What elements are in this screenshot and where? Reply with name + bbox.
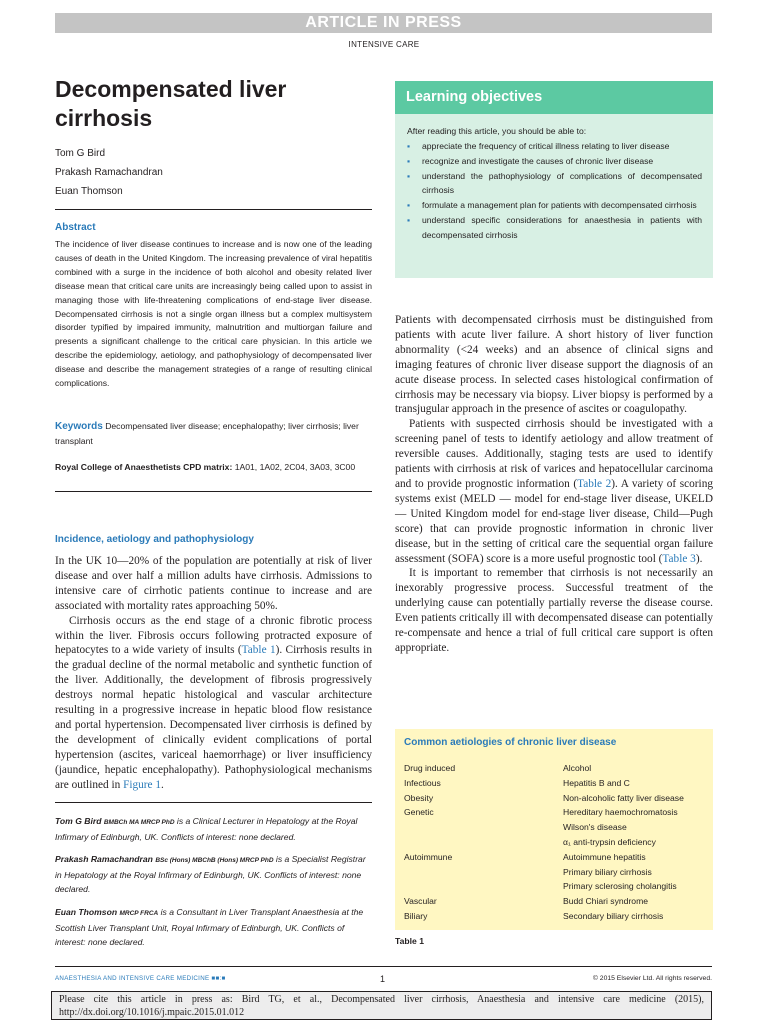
table-cell: [404, 865, 563, 880]
table-1-link[interactable]: Table 1: [241, 644, 276, 657]
table-row: [404, 835, 704, 850]
table-row: [404, 909, 704, 924]
footer-journal: ANAESTHESIA AND INTENSIVE CARE MEDICINE ■■:■: [55, 975, 226, 982]
table-cell: [404, 879, 563, 894]
table-row: [404, 894, 704, 909]
paragraph-text: ).: [695, 552, 703, 565]
table-cell: Alcohol: [563, 763, 592, 773]
paragraph: It is important to remember that cirrhosis is not necessarily an inexorably progressive process. Successful treatment of the underlying cause can potentially partially reverse the disease course. Even patients critically ill with decompensated disease can potentially re-compensate and hence a trial of full critical care support is often appropriate.: [395, 567, 713, 654]
table-cell: Biliary: [404, 910, 428, 921]
objective-text: understand specific considerations for anaesthesia in patients with decompensated cirrhosis: [422, 214, 702, 240]
paragraph-text: ). A variety of scoring systems exist (MELD — model for end-stage liver disease, UKELD — United Kingdom model for end-stage liver disease, Child—Pugh score) that can provide prognostic information in chronic liver disease, but in the setting of critical care the sequential organ failure assessment (SOFA) score is a more useful prognostic tool (: [395, 477, 713, 565]
table-cell: [404, 820, 563, 835]
paragraph: [395, 417, 713, 566]
bio-text: is a Consultant in Liver Transplant Anaesthesia at the Scottish Liver Transplant Unit, Royal Infirmary of Edinburgh, UK. Conflicts of interest: none declared.: [55, 907, 364, 948]
list-item: [407, 213, 702, 243]
list-item: [407, 154, 702, 169]
table-cell: Autoimmune hepatitis: [563, 851, 646, 862]
paragraph: In the UK 10—20% of the population are potentially at risk of liver disease and over half a million adults have cirrhosis. Admissions to intensive care of cirrhotic patients continue to increase and are associated with mortality rates approaching 50%.: [55, 555, 372, 612]
table-cell: Wilson's disease: [563, 822, 627, 833]
list-item: [407, 169, 702, 199]
footer-rule: [55, 966, 712, 967]
table-cell: Genetic: [404, 807, 434, 818]
table-row: [404, 761, 704, 776]
table-cell: Hereditary haemochromatosis: [563, 807, 678, 818]
right-column-body: [395, 313, 713, 656]
table-cell: Non-alcoholic fatty liver disease: [563, 792, 684, 803]
table-cell: Budd Chiari syndrome: [563, 896, 649, 907]
square-bullet-icon: ▪: [407, 170, 411, 181]
section-body: [55, 554, 372, 793]
square-bullet-icon: ▪: [407, 141, 411, 151]
table-cell: Infectious: [404, 777, 441, 788]
table-cell: Primary biliary cirrhosis: [563, 866, 652, 877]
table-cell: [404, 835, 563, 850]
cpd-matrix: [55, 460, 372, 474]
article-in-press-banner: ARTICLE IN PRESS: [55, 13, 712, 33]
bio-credentials: MRCP FRCA: [119, 910, 159, 917]
table-cell: Obesity: [404, 792, 434, 803]
bio-text: is a Clinical Lecturer in Hepatology at the Royal Infirmary of Edinburgh, UK. Conflicts of interest: none declared.: [55, 816, 358, 843]
paragraph-text: .: [161, 778, 164, 791]
objective-text: understand the pathophysiology of complications of decompensated cirrhosis: [422, 170, 702, 196]
title-line-2: cirrhosis: [55, 105, 153, 131]
table-3-link[interactable]: Table 3: [662, 552, 696, 565]
paragraph: Patients with decompensated cirrhosis must be distinguished from patients with acute liver failure. A short history of liver function abnormality (<24 weeks) and an absence of clinical signs and imaging features of chronic liver disease support the diagnosis of an acute disease process. In selected cases histological confirmation of cirrhosis may be necessary via biopsy. Liver biopsy is performed by a transjugular approach in the presence of ascites or coagulopathy.: [395, 314, 713, 416]
abstract-bottom-rule: [55, 491, 372, 492]
keywords-label: Keywords: [55, 421, 103, 432]
bio-credentials: BMBCh MA MRCP PhD: [103, 819, 175, 826]
author-bio: [55, 852, 372, 897]
table-row: [404, 820, 704, 835]
bio-name: Euan Thomson: [55, 907, 118, 917]
learning-objectives-list: [407, 139, 702, 243]
table-row: [404, 879, 704, 894]
bio-name: Tom G Bird: [55, 816, 102, 826]
paragraph-text: Patients with suspected cirrhosis should be investigated with a screening panel of tests to identify aetiology and allow treatment of reversible causes. Additionally, staging tests are used to identify patients with cirrhosis at risk of varices and hepatocellular carcinoma and to provide prognostic information (: [395, 418, 713, 490]
table-row: [404, 850, 704, 865]
paragraph: [55, 614, 372, 793]
citation-box: Please cite this article in press as: Bird TG, et al., Decompensated liver cirrhosis, Anaesthesia and intensive care medicine (2015), http://dx.doi.org/10.1016/j.mpaic.2015.01.012: [51, 991, 712, 1020]
table-cell: Primary sclerosing cholangitis: [563, 881, 677, 892]
learning-objectives-intro: After reading this article, you should be able to:: [407, 126, 587, 136]
list-item: [407, 198, 702, 213]
cpd-codes: 1A01, 1A02, 2C04, 3A03, 3C00: [234, 462, 356, 472]
author-list: [55, 144, 163, 201]
objective-text: appreciate the frequency of critical illness relating to liver disease: [422, 141, 670, 151]
square-bullet-icon: ▪: [407, 200, 411, 211]
table-cell: Drug induced: [404, 763, 456, 773]
author-name: Tom G Bird: [55, 148, 106, 159]
author-name: Euan Thomson: [55, 186, 123, 197]
author-name: Prakash Ramachandran: [55, 167, 163, 178]
objective-text: recognize and investigate the causes of chronic liver disease: [422, 155, 654, 166]
table-1-rows: [404, 761, 704, 924]
author-bio: [55, 814, 372, 844]
square-bullet-icon: ▪: [407, 155, 411, 166]
table-row: [404, 865, 704, 880]
table-row: [404, 776, 704, 791]
title-line-1: Decompensated liver: [55, 76, 287, 102]
list-item: [407, 139, 702, 154]
table-cell: Autoimmune: [404, 851, 453, 862]
table-cell: Secondary biliary cirrhosis: [563, 910, 664, 921]
bio-text: is a Specialist Registrar in Hepatology at the Royal Infirmary of Edinburgh, UK. Conflicts of interest: none declared.: [55, 854, 366, 895]
table-cell: α₁ anti-trypsin deficiency: [563, 836, 656, 847]
keywords-text: Decompensated liver disease; encephalopathy; liver cirrhosis; liver transplant: [55, 421, 359, 446]
table-1-label: Table 1: [395, 936, 424, 946]
figure-1-link[interactable]: Figure 1: [123, 778, 162, 791]
table-row: [404, 805, 704, 820]
copyright: © 2015 Elsevier Ltd. All rights reserved.: [592, 975, 712, 982]
page-number: 1: [380, 974, 386, 984]
cpd-label: Royal College of Anaesthetists CPD matrix:: [55, 462, 233, 472]
bio-top-rule: [55, 802, 372, 803]
keywords: [55, 419, 372, 448]
author-bio: [55, 905, 372, 950]
learning-objectives-heading: Learning objectives: [395, 81, 713, 114]
abstract-heading: Abstract: [55, 222, 96, 233]
bio-name: Prakash Ramachandran: [55, 854, 153, 864]
paragraph-text: ). Cirrhosis results in the gradual decline of the normal metabolic and synthetic function of the liver. Additionally, the development of fibrosis progressively destroys normal hepatic histological and vascular architecture resulting in a progressive increase in hepatic blood flow resistance and portal hypertension. Decompensated liver cirrhosis is defined by the development of clinically evident complications of portal hypertension (ascites, variceal haemorrhage) or liver insufficiency (jaundice, hepatic encephalopathy). Pathophysiological mechanisms are outlined in: [55, 644, 372, 791]
square-bullet-icon: ▪: [407, 214, 411, 225]
section-label: INTENSIVE CARE: [348, 40, 420, 49]
objective-text: formulate a management plan for patients with decompensated cirrhosis: [422, 200, 697, 211]
article-title: [55, 75, 355, 133]
abstract-top-rule: [55, 209, 372, 210]
section-heading: Incidence, aetiology and pathophysiology: [55, 534, 254, 545]
table-cell: Hepatitis B and C: [563, 777, 630, 788]
table-2-link[interactable]: Table 2: [577, 477, 612, 490]
table-1-title: Common aetiologies of chronic liver disease: [404, 737, 617, 748]
paragraph-text: Cirrhosis occurs as the end stage of a chronic fibrotic process within the liver. Fibrosis occurs following protracted exposure of hepatocytes to a wide variety of insults (: [55, 614, 372, 657]
table-row: [404, 791, 704, 806]
bio-credentials: BSc (Hons) MBChB (Hons) MRCP PhD: [155, 857, 274, 864]
table-cell: Vascular: [404, 896, 437, 907]
abstract-text: The incidence of liver disease continues to increase and is now one of the leading causes of death in the United Kingdom. The increasing prevalence of viral hepatitis combined with a surge in the incidence of both alcohol and obesity related liver disease mean that critical care units are increasingly being called upon to assist in managing those with life-threatening complications of end-stage liver disease. Decompensated cirrhosis is not a single organ illness but a complex multisystem disorder typified by impaired immunity, malnutrition and multiorgan failure and presents a significant challenge to the critical care physician. In this article we describe the epidemiology, aetiology, and pathophysiology of decompensated liver disease and describe the management strategies of a range of resulting clinical complications.: [55, 239, 372, 389]
